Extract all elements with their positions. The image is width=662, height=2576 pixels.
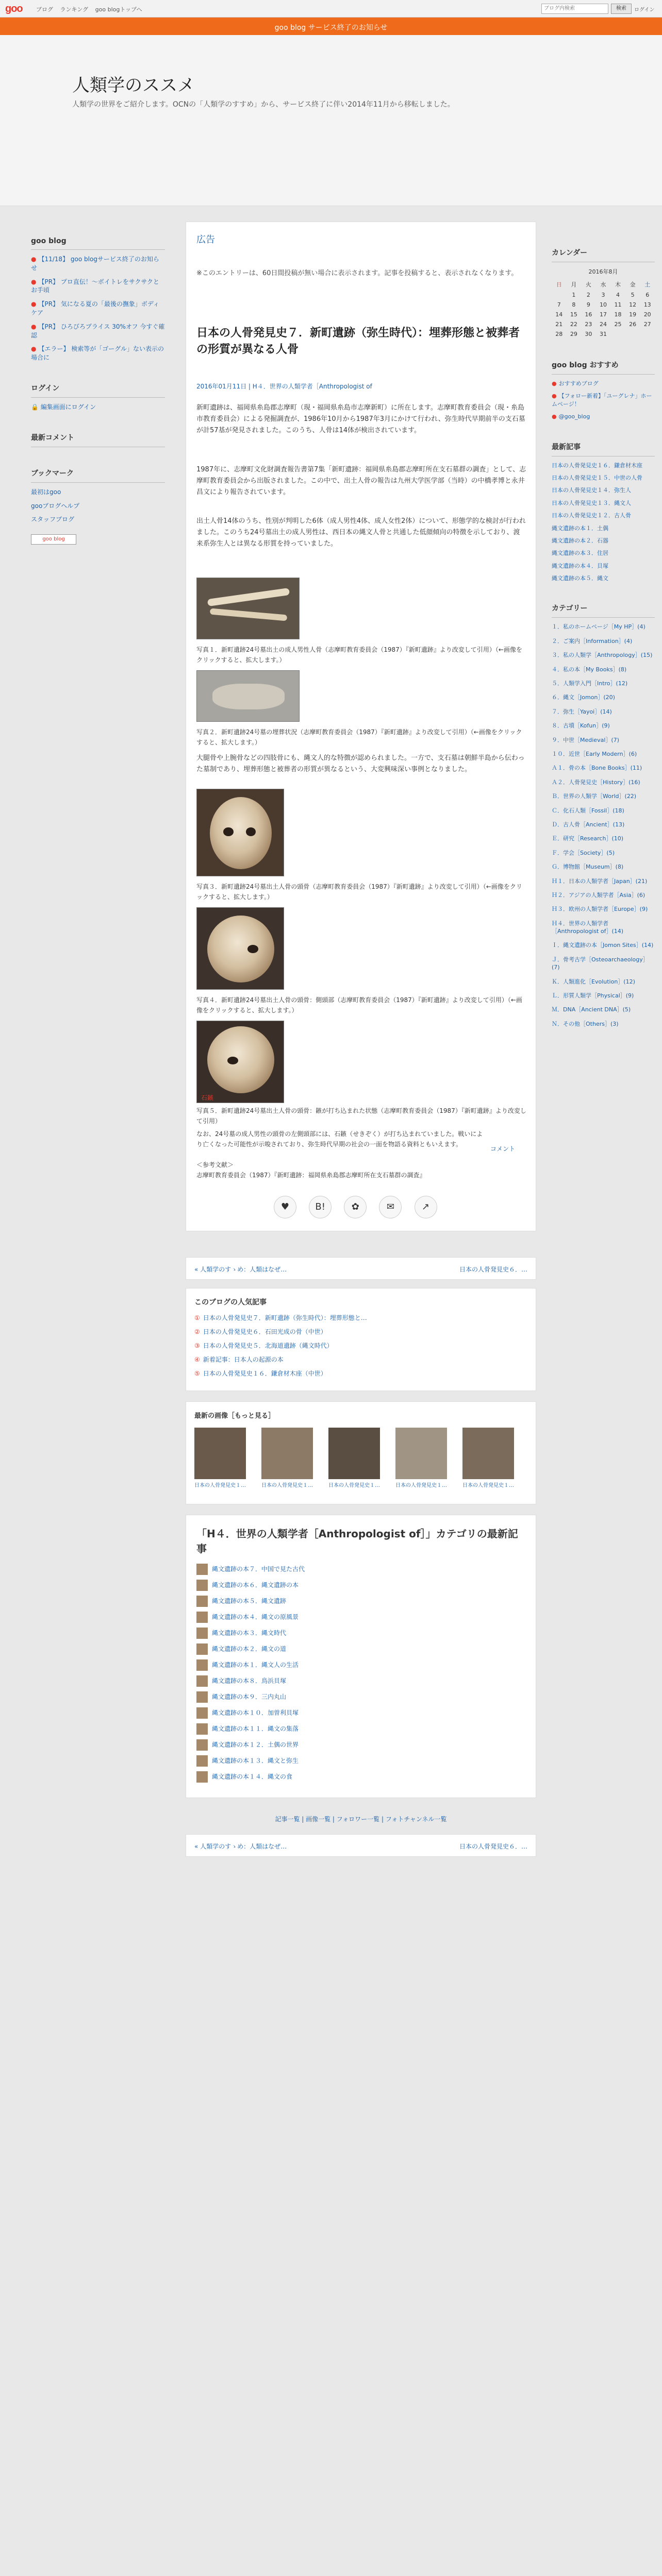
photo-skull-side[interactable]	[196, 907, 284, 990]
photo-caption: 写真４．新町遺跡24号墓出土人骨の頭骨：側頭部（志摩町教育委員会（1987）『新町遺跡』より改変して引用）（←画像をクリックすると、拡大します。）	[196, 996, 522, 1014]
bullet-icon: ●	[31, 278, 37, 285]
calendar-heading: カレンダー	[552, 247, 655, 262]
category-latest-item[interactable]	[196, 1771, 525, 1787]
category-latest-item[interactable]	[196, 1755, 525, 1771]
calendar-table	[552, 279, 655, 339]
calendar-day: 27	[643, 321, 651, 328]
skull-shape	[210, 797, 272, 869]
service-notice-bar[interactable]	[0, 18, 662, 35]
paragraph: 大腿骨や上腕骨などの四肢骨にも、縄文人的な特徴が認められました。一方で、支石墓は朝鮮半島から伝わった墓制であり、埋葬形態と被葬者の形質が異なるという、大変興味深い事例となりました。	[196, 754, 525, 774]
recommend-link[interactable]: @goo_blog	[558, 413, 590, 420]
category-latest-link[interactable]: 縄文遺跡の本９．三内丸山	[212, 1693, 287, 1701]
bookmark-item[interactable]	[31, 488, 165, 497]
goo-notice-item[interactable]	[31, 300, 165, 317]
weekday: 火	[585, 281, 591, 288]
photo-long-bones[interactable]	[196, 578, 300, 639]
category-item[interactable]: Ｇ．博物館［Museum］(8)	[552, 863, 624, 871]
calendar-day: 10	[599, 301, 607, 308]
calendar-day: 7	[557, 301, 561, 308]
calendar-day: 11	[614, 301, 622, 308]
category-item[interactable]: Ｍ．DNA［Ancient DNA］(5)	[552, 1006, 631, 1013]
top-login-link[interactable]: ログイン	[634, 7, 655, 13]
category-latest	[186, 1515, 536, 1798]
info-notice: ※このエントリーは、60日間投稿が無い場合に表示されます。記事を投稿すると、表示されなくなります。	[196, 269, 518, 277]
recent-comments-block	[31, 432, 165, 447]
category-latest-link[interactable]: 縄文遺跡の本６．縄文遺跡の本	[212, 1581, 299, 1589]
latest-image-caption[interactable]: 日本の人骨発見史１…	[462, 1483, 514, 1488]
rank-icon: ③	[194, 1342, 200, 1349]
top-search-input[interactable]: ブログ内検索	[541, 4, 608, 14]
latest-image-caption[interactable]: 日本の人骨発見史１…	[328, 1483, 380, 1488]
category-item[interactable]: Ａ２．人骨発見史［History］(16)	[552, 778, 640, 786]
top-link-blog[interactable]: ブログ	[36, 6, 53, 13]
latest-image-thumb[interactable]	[328, 1428, 380, 1479]
recent-post-item[interactable]: 縄文遺跡の本４．貝塚	[552, 562, 608, 569]
bookmark-heading: ブックマーク	[31, 468, 165, 483]
category-latest-item[interactable]	[196, 1596, 525, 1612]
calendar-day: 2	[586, 292, 590, 298]
refs-title: ＜参考文献＞	[196, 1161, 234, 1168]
category-item[interactable]: １０．近世［Early Modern］(6)	[552, 750, 637, 757]
category-latest-link[interactable]: 縄文遺跡の本１０．加曽利貝塚	[212, 1709, 299, 1717]
calendar-day: 1	[572, 292, 576, 298]
category-item[interactable]: ８．古墳［Kofun］(9)	[552, 722, 610, 730]
photo-skull-front[interactable]	[196, 789, 284, 876]
recent-comments-heading: 最新コメント	[31, 432, 165, 447]
blog-header	[0, 35, 662, 206]
recent-post-item[interactable]: 日本の人骨発見史１６．鎌倉材木座	[552, 462, 642, 469]
recommend-item[interactable]	[552, 392, 655, 408]
service-notice-text[interactable]: goo blog サービス終了のお知らせ	[274, 24, 388, 32]
calendar-day: 31	[599, 331, 607, 337]
thumbnail-icon	[196, 1659, 208, 1671]
category-heading: カテゴリー	[552, 603, 655, 618]
calendar-day: 20	[643, 311, 651, 318]
popular-heading: このブログの人気記事	[194, 1298, 267, 1307]
thumbnail-icon	[196, 1755, 208, 1767]
calendar-month: 2016年8月	[588, 268, 618, 275]
photo-skull-arrowhead[interactable]	[196, 1021, 284, 1103]
footer-links[interactable]: 記事一覧 | 画像一覧 | フォロワー一覧 | フォトチャンネル一覧	[275, 1816, 447, 1823]
popular-item[interactable]	[194, 1355, 527, 1364]
skull-shape	[207, 916, 274, 982]
like-icon[interactable]: ♥	[274, 1196, 296, 1218]
category-item[interactable]: Ｈ２．アジアの人類学者［Asia］(6)	[552, 891, 646, 899]
bullet-icon: ●	[31, 256, 37, 263]
calendar-day	[625, 329, 640, 339]
bullet-icon: ●	[31, 345, 37, 353]
recent-post-item[interactable]: 日本の人骨発見史１４．弥生人	[552, 487, 631, 494]
calendar-day: 26	[629, 321, 637, 328]
category-latest-item[interactable]	[196, 1564, 525, 1580]
bullet-icon: ●	[552, 413, 557, 420]
bullet-icon: ●	[552, 393, 557, 400]
bookmark-link[interactable]: スタッフブログ	[31, 516, 75, 523]
next-entry-link[interactable]: 日本の人骨発見史６．…	[459, 1266, 527, 1273]
calendar-day: 17	[599, 311, 607, 318]
rank-icon: ②	[194, 1328, 200, 1335]
bookmark-item[interactable]	[31, 515, 165, 524]
goo-notice-heading: goo blog	[31, 237, 165, 250]
goo-notice-item[interactable]	[31, 323, 165, 340]
calendar-day: 18	[614, 311, 622, 318]
category-latest-link[interactable]: 縄文遺跡の本３．縄文時代	[212, 1629, 287, 1637]
latest-image-thumb[interactable]	[462, 1428, 514, 1479]
calendar-day: 14	[555, 311, 563, 318]
rank-icon: ④	[194, 1356, 200, 1363]
goo-blog-badge[interactable]: goo blog	[31, 534, 76, 545]
popular-item[interactable]	[194, 1341, 527, 1350]
recommend-heading: goo blog おすすめ	[552, 360, 655, 375]
category-latest-item[interactable]	[196, 1628, 525, 1643]
category-latest-item[interactable]	[196, 1707, 525, 1723]
bookmark-icon[interactable]: B!	[309, 1196, 332, 1218]
category-latest-link[interactable]: 縄文遺跡の本１１．縄文の集落	[212, 1725, 299, 1733]
flower-icon[interactable]: ✿	[344, 1196, 367, 1218]
recent-post-item[interactable]: 縄文遺跡の本３．住居	[552, 550, 608, 557]
thumbnail-icon	[196, 1723, 208, 1735]
goo-notice-item[interactable]	[31, 255, 165, 273]
photo-caption: 写真５．新町遺跡24号墓出土人骨の頭骨：鏃が打ち込まれた状態（志摩町教育委員会（1987）『新町遺跡』より改変して引用）	[196, 1107, 526, 1125]
weekday: 木	[615, 281, 621, 288]
recommend-block	[552, 360, 655, 421]
calendar-day: 23	[585, 321, 592, 328]
bottom-nav	[186, 1834, 536, 1857]
lock-icon: 🔒	[31, 403, 39, 411]
calendar-day	[640, 329, 655, 339]
category-item[interactable]: Ｅ．研究［Research］(10)	[552, 835, 624, 842]
calendar-day: 29	[570, 331, 577, 337]
share-row	[274, 1196, 449, 1216]
latest-image-thumb[interactable]	[261, 1428, 313, 1479]
category-latest-heading: 「H４．世界の人類学者［Anthropologist of］」カテゴリの最新記事	[196, 1528, 518, 1555]
site-title[interactable]: 人類学のススメ	[72, 75, 195, 96]
recent-posts-block	[552, 442, 655, 583]
photo-caption: 写真３．新町遺跡24号墓出土人骨の頭骨（志摩町教育委員会（1987）『新町遺跡』より改変して引用）（←画像をクリックすると、拡大します。）	[196, 883, 522, 901]
site-description: 人類学の世界をご紹介します。OCNの「人類学のすすめ」から、サービス終了に伴い2014年11月から移転しました。	[72, 100, 455, 109]
eye-socket	[223, 827, 233, 836]
category-item[interactable]: Ｌ．形質人類学［Physical］(9)	[552, 992, 634, 999]
rank-icon: ⑤	[194, 1370, 200, 1377]
thumbnail-icon	[196, 1596, 208, 1607]
entry-title[interactable]: 日本の人骨発見史７．新町遺跡（弥生時代）：埋葬形態と被葬者の形質が異なる人骨	[196, 327, 520, 356]
category-latest-link[interactable]: 縄文遺跡の本８．鳥浜貝塚	[212, 1677, 287, 1685]
login-item[interactable]	[31, 403, 165, 412]
calendar-day: 13	[643, 301, 651, 308]
bullet-icon: ●	[552, 380, 557, 387]
calendar-day: 8	[572, 301, 576, 308]
skull-shape	[207, 1026, 274, 1093]
recent-post-item[interactable]: 日本の人骨発見史１２．古人骨	[552, 512, 631, 519]
top-link-goo-blog-top[interactable]: goo blogトップへ	[95, 6, 142, 13]
category-item[interactable]: Ｈ４．世界の人類学者［Anthropologist of］(14)	[552, 920, 624, 935]
recommend-link[interactable]: 【フォロー新着】「ユーグレナ」ホームページ！	[552, 393, 652, 408]
recent-post-item[interactable]: 縄文遺跡の本１．土偶	[552, 524, 608, 532]
popular-link[interactable]: 新着記事：日本人の起源の本	[203, 1356, 284, 1363]
recent-post-item[interactable]: 縄文遺跡の本５．縄文	[552, 575, 608, 582]
top-search-button[interactable]: 検索	[611, 4, 632, 14]
paragraph: なお、24号墓の成人男性の頭骨の左側頭部には、石鏃（せきぞく）が打ち込まれていました。戦いにより亡くなった可能性が示唆されており、弥生時代早期の社会の一面を物語る資料ともいえます。	[196, 1130, 483, 1148]
bone-shape	[207, 588, 290, 606]
recommend-item[interactable]	[552, 413, 655, 420]
category-block	[552, 603, 655, 1028]
eye-socket	[227, 1057, 238, 1065]
category-item[interactable]: Ｈ１．日本の人類学者［Japan］(21)	[552, 877, 648, 885]
goo-notice-link[interactable]: 【PR】 ひろびろプライス 30%オフ 今すぐ確認	[31, 323, 165, 339]
calendar-day: 9	[586, 301, 590, 308]
calendar-day: 5	[631, 292, 635, 298]
bookmark-link[interactable]: 最初はgoo	[31, 488, 61, 496]
goo-notice-link[interactable]: 【エラー】 検索等が「ゴーグル」ない表示の場合に	[31, 345, 164, 362]
paragraph: 新町遺跡は、福岡県糸島郡志摩町（現・福岡県糸島市志摩新町）に所在します。志摩町教育委員会（現・糸島市教育委員会）による発掘調査が、1986年10月から1987年3月にかけて行われ、弥生時代早期前半の支石墓が計57基が発見されました。このうち、人骨は14体が検出されています。	[196, 404, 525, 435]
thumbnail-icon	[196, 1564, 208, 1575]
category-item[interactable]: Ｎ．その他［Others］(3)	[552, 1020, 619, 1027]
category-latest-item[interactable]	[196, 1739, 525, 1755]
popular-link[interactable]: 日本の人骨発見史５．北海道遺跡（縄文時代）	[203, 1342, 333, 1349]
bone-shape	[210, 608, 287, 621]
latest-images	[186, 1401, 536, 1504]
recommend-item[interactable]	[552, 380, 655, 387]
latest-image-caption[interactable]: 日本の人骨発見史１…	[395, 1483, 447, 1488]
thumbnail-icon	[196, 1691, 208, 1703]
category-item[interactable]: ７．弥生［Yayoi］(14)	[552, 708, 612, 715]
calendar-day	[552, 290, 567, 300]
eye-socket	[247, 945, 258, 953]
bottom-next-link[interactable]: 日本の人骨発見史６．…	[459, 1843, 527, 1850]
thumbnail-icon	[196, 1771, 208, 1783]
thumbnail-icon	[196, 1739, 208, 1751]
calendar-day: 15	[570, 311, 577, 318]
top-link-ranking[interactable]: ランキング	[60, 6, 89, 13]
latest-images-heading: 最新の画像［もっと見る］	[194, 1412, 275, 1420]
calendar-day: 25	[614, 321, 622, 328]
thumbnail-icon	[196, 1612, 208, 1623]
photo-burial[interactable]	[196, 670, 300, 722]
weekday: 日	[556, 281, 562, 288]
share-icon[interactable]: ↗	[415, 1196, 437, 1218]
recent-post-item[interactable]: 日本の人骨発見史１５．中世の人骨	[552, 474, 642, 481]
category-latest-item[interactable]	[196, 1612, 525, 1628]
weekday: 金	[630, 281, 636, 288]
category-item[interactable]: ６．縄文［Jomon］(20)	[552, 694, 615, 701]
popular-item[interactable]	[194, 1327, 527, 1336]
arrowhead-label: 石鏃	[201, 1094, 214, 1101]
calendar-day: 28	[555, 331, 563, 337]
goo-notice-link[interactable]: 【PR】 プロ直伝！～ボイトレをサクサクとお手頃	[31, 278, 159, 294]
top-bar	[0, 0, 662, 18]
rank-icon: ①	[194, 1314, 200, 1321]
calendar-day: 3	[601, 292, 605, 298]
goo-notice-link[interactable]: 【PR】 気になる夏の「最後の撫象」ボディケア	[31, 300, 159, 316]
category-list	[552, 623, 655, 1028]
photo-caption: 写真１．新町遺跡24号墓出土の成人男性人骨（志摩町教育委員会（1987）『新町遺跡』より改変して引用）（←画像をクリックすると、拡大します。）	[196, 646, 522, 664]
top-links	[36, 5, 147, 13]
category-item[interactable]: Ｋ．人類進化［Evolution］(12)	[552, 978, 635, 985]
popular-link[interactable]: 日本の人骨発見史１６．鎌倉材木座（中世）	[203, 1370, 327, 1377]
category-item[interactable]: Ｆ．学会［Society］(5)	[552, 849, 615, 856]
recent-post-item[interactable]: 縄文遺跡の本２．石器	[552, 537, 608, 544]
entry-date[interactable]: 2016年01月11日 | H４．世界の人類学者［Anthropologist of	[196, 383, 372, 390]
entry-nav	[186, 1257, 536, 1280]
weekday: 水	[600, 281, 606, 288]
category-latest-link[interactable]: 縄文遺跡の本１．縄文人の生活	[212, 1661, 299, 1669]
ref-item: 志摩町教育委員会（1987）『新町遺跡：福岡県糸島郡志摩町所在支石墓群の調査』	[196, 1172, 426, 1179]
category-item[interactable]: Ｂ．世界の人類学［World］(22)	[552, 793, 637, 800]
calendar-day: 21	[555, 321, 563, 328]
category-latest-item[interactable]	[196, 1723, 525, 1739]
bookmark-item[interactable]	[31, 502, 165, 511]
latest-image-caption[interactable]: 日本の人骨発見史１…	[194, 1483, 246, 1488]
thumbnail-icon	[196, 1643, 208, 1655]
goo-notice-item[interactable]	[31, 278, 165, 295]
recommend-link[interactable]: おすすめブログ	[558, 380, 599, 387]
category-item[interactable]: Ｉ．縄文遺跡の本［Jomon Sites］(14)	[552, 942, 654, 949]
goo-logo[interactable]: goo	[5, 3, 23, 14]
category-latest-item[interactable]	[196, 1691, 525, 1707]
category-latest-link[interactable]: 縄文遺跡の本５．縄文遺跡	[212, 1597, 287, 1605]
goo-notice-link[interactable]: 【11/18】 goo blogサービス終了のお知らせ	[31, 256, 159, 272]
popular-articles	[186, 1288, 536, 1391]
thumbnail-icon	[196, 1707, 208, 1719]
category-latest-link[interactable]: 縄文遺跡の本１２．土偶の世界	[212, 1741, 299, 1749]
calendar	[552, 267, 655, 339]
category-item[interactable]: ９．中世［Medieval］(7)	[552, 736, 619, 743]
category-item[interactable]: ２．ご案内［Information］(4)	[552, 637, 633, 645]
paragraph: 1987年に、志摩町文化財調査報告書第7集「新町遺跡：福岡県糸島郡志摩町所在支石墓群の調査」として、志摩町教育委員会から出版されました。この中で、出土人骨の報告は九州大学医学部（当時）の中橋孝博と永井昌文により報告されています。	[196, 466, 526, 497]
category-latest-link[interactable]: 縄文遺跡の本１３．縄文と弥生	[212, 1757, 299, 1765]
login-heading: ログイン	[31, 383, 165, 398]
weekday: 月	[571, 281, 577, 288]
calendar-day: 24	[599, 321, 607, 328]
category-latest-link[interactable]: 縄文遺跡の本７．中国で見た古代	[212, 1565, 305, 1573]
calendar-day: 12	[629, 301, 637, 308]
calendar-day: 16	[585, 311, 592, 318]
category-item[interactable]: ５．人類学入門［Intro］(12)	[552, 680, 628, 687]
popular-item[interactable]	[194, 1369, 527, 1378]
latest-image-caption[interactable]: 日本の人骨発見史１…	[261, 1483, 313, 1488]
bookmark-link[interactable]: gooブログヘルプ	[31, 502, 80, 510]
category-latest-link[interactable]: 縄文遺跡の本２．縄文の道	[212, 1645, 287, 1653]
recent-posts-heading: 最新記事	[552, 442, 655, 456]
recent-post-item[interactable]: 日本の人骨発見史１３．縄文人	[552, 499, 631, 506]
thumbnail-icon	[196, 1628, 208, 1639]
category-latest-item[interactable]	[196, 1659, 525, 1675]
category-latest-item[interactable]	[196, 1643, 525, 1659]
eye-socket	[246, 827, 256, 836]
category-latest-item[interactable]	[196, 1580, 525, 1596]
category-item[interactable]: Ａ１．骨の本［Bone Books］(11)	[552, 765, 642, 772]
mail-icon[interactable]: ✉	[379, 1196, 402, 1218]
login-link[interactable]: 編集画面にログイン	[40, 403, 96, 411]
latest-image-thumb[interactable]	[194, 1428, 246, 1479]
paragraph: 出土人骨14体のうち、性別が判明した6体（成人男性4体、成人女性2体）について、形態学的な検討が行われました。このうち24号墓出土の成人男性は、西日本の縄文人骨と共通した低顔傾向の特徴を示しており、渡来系弥生人とは異なる形質を持っていました。	[196, 517, 526, 548]
category-item[interactable]: Ｈ３．欧州の人類学者［Europe］(9)	[552, 906, 648, 913]
bottom-prev-link[interactable]: « 人類学のすゝめ：人類はなぜ…	[194, 1843, 287, 1850]
category-item[interactable]: ４．私の本［My Books］(8)	[552, 666, 627, 673]
goo-notice-item[interactable]	[31, 345, 165, 362]
main-entry	[186, 222, 536, 1231]
left-sidebar	[31, 237, 165, 565]
popular-link[interactable]: 日本の人骨発見史７．新町遺跡（弥生時代）：埋葬形態と…	[203, 1314, 367, 1321]
bullet-icon: ●	[31, 323, 37, 330]
category-latest-link[interactable]: 縄文遺跡の本４．縄文の原風景	[212, 1613, 299, 1621]
popular-link[interactable]: 日本の人骨発見史６．石田光成の骨（中世）	[203, 1328, 327, 1335]
thumbnail-icon	[196, 1675, 208, 1687]
popular-item[interactable]	[194, 1313, 527, 1322]
goo-notice-block	[31, 237, 165, 362]
calendar-day: 22	[570, 321, 577, 328]
calendar-day	[610, 329, 625, 339]
right-sidebar	[552, 247, 655, 1048]
category-item[interactable]: Ｃ．化石人類［Fossil］(18)	[552, 807, 624, 814]
calendar-day: 30	[585, 331, 592, 337]
category-latest-link[interactable]: 縄文遺跡の本１４．縄文の食	[212, 1773, 293, 1781]
category-item[interactable]: Ｄ．古人骨［Ancient］(13)	[552, 821, 625, 828]
comment-link[interactable]: コメント	[490, 1145, 516, 1153]
thumbnail-icon	[196, 1580, 208, 1591]
calendar-day: 19	[629, 311, 637, 318]
ad-label: 広告	[196, 234, 215, 245]
category-item[interactable]: １．私のホームページ［My HP］(4)	[552, 623, 646, 631]
calendar-day: 6	[646, 292, 650, 298]
weekday: 土	[644, 281, 651, 288]
burial-shape	[212, 684, 285, 709]
latest-image-thumb[interactable]	[395, 1428, 447, 1479]
bullet-icon: ●	[31, 300, 37, 308]
calendar-block	[552, 247, 655, 339]
category-latest-item[interactable]	[196, 1675, 525, 1691]
category-item[interactable]: ３．私の人類学［Anthropology］(15)	[552, 652, 653, 659]
prev-entry-link[interactable]: « 人類学のすゝめ：人類はなぜ…	[194, 1266, 287, 1273]
photo-caption: 写真２．新町遺跡24号墓の埋葬状況（志摩町教育委員会（1987）『新町遺跡』より改変して引用）（←画像をクリックすると、拡大します。）	[196, 728, 522, 747]
login-block	[31, 383, 165, 412]
bookmark-block	[31, 468, 165, 545]
category-item[interactable]: Ｊ．骨考古学［Osteoarchaeology］(7)	[552, 956, 649, 971]
calendar-day: 4	[616, 292, 620, 298]
